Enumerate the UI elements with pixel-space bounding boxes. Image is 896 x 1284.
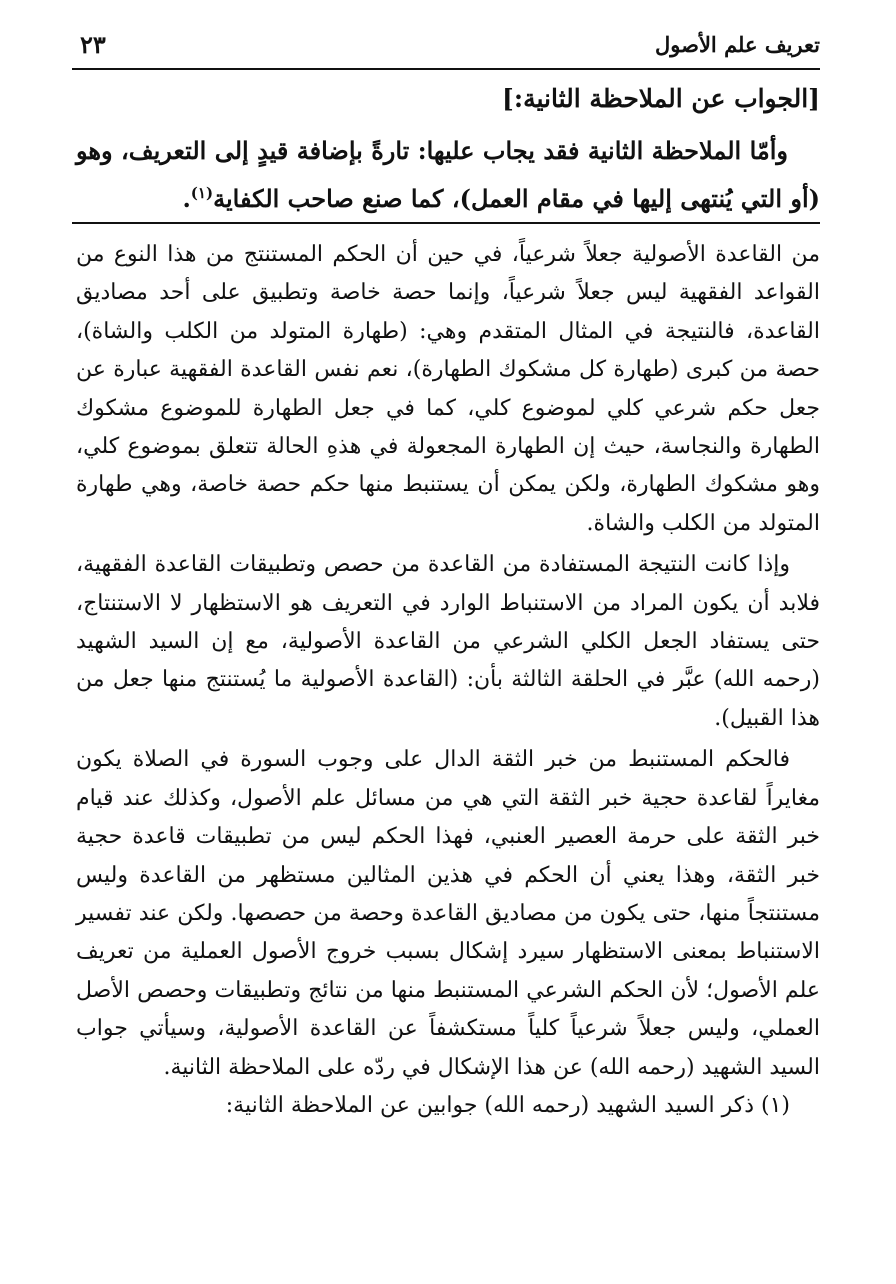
- footnote-text: (١) ذكر السيد الشهيد (رحمه الله) جوابين عن الملاحظة الثانية:: [225, 1092, 790, 1118]
- page-number: ٢٣: [80, 30, 106, 59]
- paragraph-continuation: من القاعدة الأصولية جعلاً شرعياً، في حين أن الحكم المستنتج من هذا النوع من القواعد الفقهية ليس جعلاً شرعياً، وإنما حصة خاصة وتطبيق على أحد مصاديق القاعدة، فالنتيجة في المثال المتقدم وهي: (طهارة المتولد من الكلب والشاة)، حصة من كبرى (طهارة كل مشكوك الطهارة)، نعم نفس القاعدة الفقهية عبارة عن جعل حكم شرعي كلي لموضوع كلي، كما في جعل الطهارة للموضوع مشكوك الطهارة والنجاسة، حيث إن الطهارة المجعولة في هذهِ الحالة تتعلق بموضوع كلي، وهو مشكوك الطهارة، ولكن يمكن أن يستنبط منها حكم حصة خاصة، وهي طهارة المتولد من الكلب والشاة.: [76, 242, 820, 536]
- commentary-body: [76, 236, 820, 1125]
- running-header: [72, 30, 820, 70]
- separator-line: [72, 222, 820, 224]
- intro-paragraph: [76, 130, 820, 220]
- intro-end: .: [182, 184, 191, 213]
- intro-text: وأمّا الملاحظة الثانية فقد يجاب عليها: تارةً بإضافة قيدٍ إلى التعريف، وهو (أو التي يُنتهى إليها في مقام العمل)، كما صنع صاحب الكفاية: [76, 136, 820, 213]
- paragraph: فالحكم المستنبط من خبر الثقة الدال على وجوب السورة في الصلاة يكون مغايراً لقاعدة حجية خبر الثقة التي هي من مسائل علم الأصول، وكذلك عند قيام خبر الثقة على حرمة العصير العنبي، فهذا الحكم ليس من تطبيقات قاعدة حجية خبر الثقة، وهذا يعني أن الحكم في هذين المثالين مستظهر من القاعدة وليس مستنتجاً منها، حتى يكون من مصاديق القاعدة وحصة من حصصها. ولكن عند تفسير الاستنباط بمعنى الاستظهار سيرد إشكال بسبب خروج الأصول العملية من تعريف علم الأصول؛ لأن الحكم الشرعي المستنبط منها من نتائج وتطبيقات وحصص الأصل العملي، وليس جعلاً شرعياً كلياً مستكشفاً عن القاعدة الأصولية، وسيأتي جواب السيد الشهيد (رحمه الله) عن هذا الإشكال في ردّه على الملاحظة الثانية.: [76, 747, 820, 1080]
- running-title: تعريف علم الأصول: [655, 32, 820, 57]
- section-heading: [الجواب عن الملاحظة الثانية:]: [502, 84, 820, 113]
- footnote-reference: (١): [190, 184, 214, 202]
- paragraph: وإذا كانت النتيجة المستفادة من القاعدة من حصص وتطبيقات القاعدة الفقهية، فلابد أن يكون المراد من الاستنباط الوارد في التعريف هو الاستظهار لا الاستنتاج، حتى يستفاد الجعل الكلي الشرعي من القاعدة الأصولية، مع إن السيد الشهيد (رحمه الله) عبَّر في الحلقة الثالثة بأن: (القاعدة الأصولية ما يُستنتج منها جعل من هذا القبيل).: [76, 552, 820, 731]
